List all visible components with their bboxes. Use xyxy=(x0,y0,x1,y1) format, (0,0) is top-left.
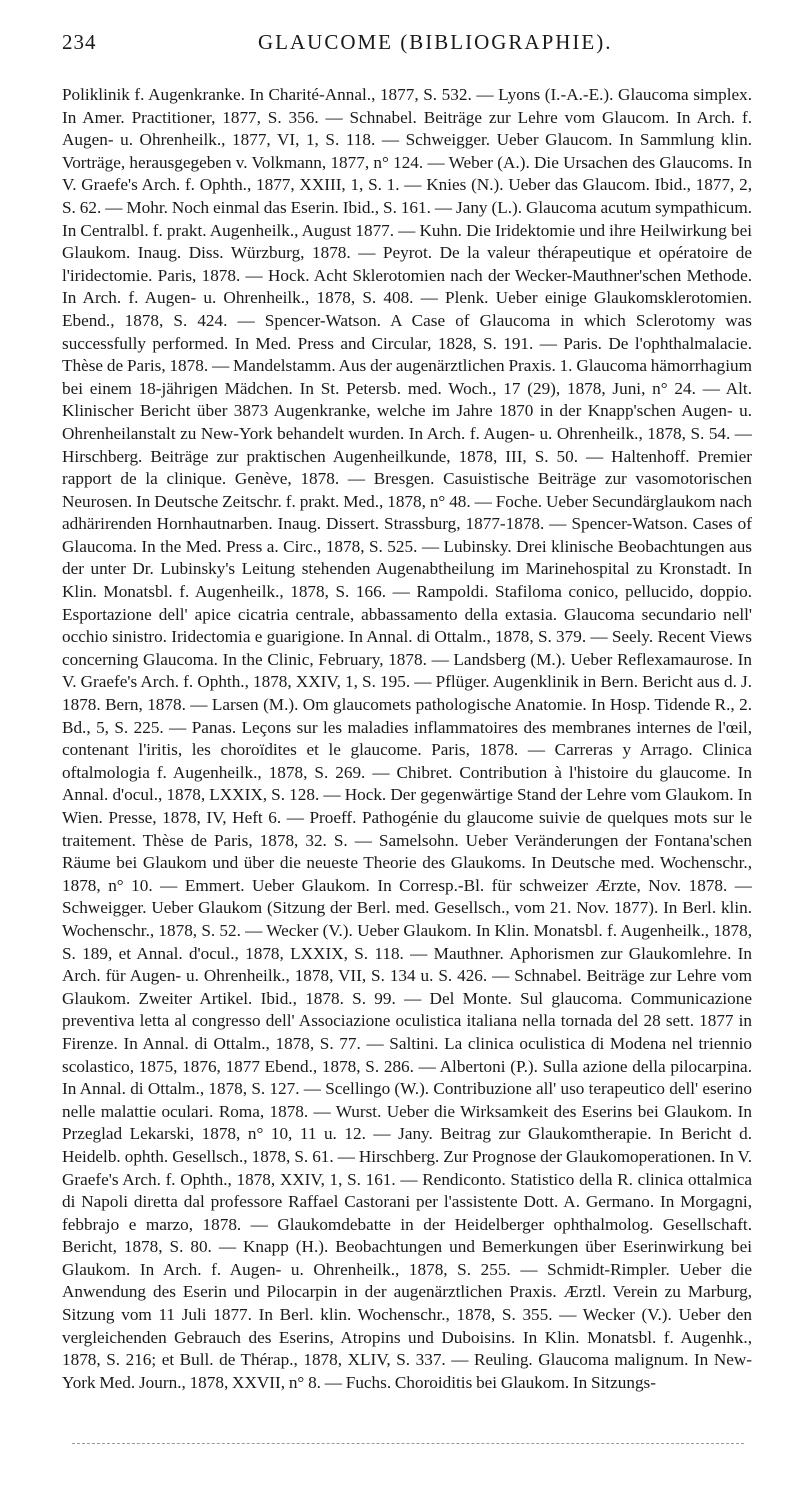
page-number: 234 xyxy=(62,30,97,54)
bibliography-text xyxy=(62,84,752,1394)
page-header xyxy=(62,30,752,66)
running-title: GLAUCOME (BIBLIOGRAPHIE). xyxy=(258,30,613,54)
footer-dashed-line xyxy=(72,1443,744,1445)
bibliography-paragraph: Poliklinik f. Augenkranke. In Charité-Annal., 1877, S. 532. — Lyons (I.-A.-E.). Glaucoma simplex. In Amer. Practitioner, 1877, S. 356. — Schnabel. Beiträge zur Lehre vom Glaucom. In Arch. f. Augen- u. Ohrenheilk., 1877, VI, 1, S. 118. — Schweigger. Ueber Glaucom. In Sammlung klin. Vorträge, herausgegeben v. Volkmann, 1877, n° 124. — Weber (A.). Die Ursachen des Glaucoms. In V. Graefe's Arch. f. Ophth., 1877, XXIII, 1, S. 1. — Knies (N.). Ueber das Glaucom. Ibid., 1877, 2, S. 62. — Mohr. Noch einmal das Eserin. Ibid., S. 161. — Jany (L.). Glaucoma acutum sympathicum. In Centralbl. f. prakt. Augenheilk., August 1877. — Kuhn. Die Iridektomie und ihre Heilwirkung bei Glaukom. Inaug. Diss. Würzburg, 1878. — Peyrot. De la valeur thérapeutique et opératoire de l'iridectomie. Paris, 1878. — Hock. Acht Sklerotomien nach der Wecker-Mauthner'schen Methode. In Arch. f. Augen- u. Ohrenheilk., 1878, S. 408. — Plenk. Ueber einige Glaukomsklerotomien. Ebend., 1878, S. 424. — Spencer-Watson. A Case of Glaucoma in which Sclerotomy was successfully performed. In Med. Press and Circular, 1828, S. 191. — Paris. De l'ophthalmalacie. Thèse de Paris, 1878. — Mandelstamm. Aus der augenärztlichen Praxis. 1. Glaucoma hämorrhagium bei einem 18-jährigen Mädchen. In St. Petersb. med. Woch., 17 (29), 1878, Juni, n° 24. — Alt. Klinischer Bericht über 3873 Augenkranke, welche im Jahre 1870 in der Knapp'schen Augen- u. Ohrenheilanstalt zu New-York behandelt wurden. In Arch. f. Augen- u. Ohrenheilk., 1878, S. 54. — Hirschberg. Beiträge zur praktischen Augenheilkunde, 1878, III, S. 50. — Haltenhoff. Premier rapport de la clinique. Genève, 1878. — Bresgen. Casuistische Beiträge zur vasomotorischen Neurosen. In Deutsche Zeitschr. f. prakt. Med., 1878, n° 48. — Foche. Ueber Secundärglaukom nach adhärirenden Hornhautnarben. Inaug. Dissert. Strassburg, 1877-1878. — Spencer-Watson. Cases of Glaucoma. In the Med. Press a. Circ., 1878, S. 525. — Lubinsky. Drei klinische Beobachtungen aus der unter Dr. Lubinsky's Leitung stehenden Augenabtheilung im Marinehospital zu Kronstadt. In Klin. Monatsbl. f. Augenheilk., 1878, S. 166. — Rampoldi. Stafiloma conico, pellucido, doppio. Esportazione dell' apice cicatria centrale, abbassamento della extasia. Glaucoma secundario nell' occhio sinistro. Iridectomia e guarigione. In Annal. di Ottalm., 1878, S. 379. — Seely. Recent Views concerning Glaucoma. In the Clinic, February, 1878. — Landsberg (M.). Ueber Reflexamaurose. In V. Graefe's Arch. f. Ophth., 1878, XXIV, 1, S. 195. — Pflüger. Augenklinik in Bern. Bericht aus d. J. 1878. Bern, 1878. — Larsen (M.). Om glaucomets pathologische Anatomie. In Hosp. Tidende R., 2. Bd., 5, S. 225. — Panas. Leçons sur les maladies inflammatoires des membranes internes de l'œil, contenant l'iritis, les choroïdites et le glaucome. Paris, 1878. — Carreras y Arrago. Clinica oftalmologia f. Augenheilk., 1878, S. 269. — Chibret. Contribution à l'histoire du glaucome. In Annal. d'ocul., 1878, LXXIX, S. 128. — Hock. Der gegenwärtige Stand der Lehre vom Glaukom. In Wien. Presse, 1878, IV, Heft 6. — Proeff. Pathogénie du glaucome suivie de quelques mots sur le traitement. Thèse de Paris, 1878, 32. S. — Samelsohn. Ueber Veränderungen der Fontana'schen Räume bei Glaukom und über die neueste Theorie des Glaukoms. In Deutsche med. Wochenschr., 1878, n° 10. — Emmert. Ueber Glaukom. In Corresp.-Bl. für schweizer Ærzte, Nov. 1878. — Schweigger. Ueber Glaukom (Sitzung der Berl. med. Gesellsch., vom 21. Nov. 1877). In Berl. klin. Wochenschr., 1878, S. 52. — Wecker (V.). Ueber Glaukom. In Klin. Monatsbl. f. Augenheilk., 1878, S. 189, et Annal. d'ocul., 1878, LXXIX, S. 118. — Mauthner. Aphorismen zur Glaukomlehre. In Arch. für Augen- u. Ohrenheilk., 1878, VII, S. 134 u. S. 426. — Schnabel. Beiträge zur Lehre vom Glaukom. Zweiter Artikel. Ibid., 1878. S. 99. — Del Monte. Sul glaucoma. Communicazione preventiva letta al congresso dell' Associazione oculistica italiana nella tornada del 28 sett. 1877 in Firenze. In Annal. di Ottalm., 1878, S. 77. — Saltini. La clinica oculistica di Modena nel triennio scolastico, 1875, 1876, 1877 Ebend., 1878, S. 286. — Albertoni (P.). Sulla azione della pilocarpina. In Annal. di Ottalm., 1878, S. 127. — Scellingo (W.). Contribuzione all' uso terapeutico dell' eserino nelle malattie oculari. Roma, 1878. — Wurst. Ueber die Wirksamkeit des Eserins bei Glaukom. In Przeglad Lekarski, 1878, n° 10, 11 u. 12. — Jany. Beitrag zur Glaukomtherapie. In Bericht d. Heidelb. ophth. Gesellsch., 1878, S. 61. — Hirschberg. Zur Prognose der Glaukomoperationen. In V. Graefe's Arch. f. Ophth., 1878, XXIV, 1, S. 161. — Rendiconto. Statistico della R. clinica ottalmica di Napoli diretta dal professore Raffael Castorani per l'assistente Dott. A. Germano. In Morgagni, febbrajo e marzo, 1878. — Glaukomdebatte in der Heidelberger ophthalmolog. Gesellschaft. Bericht, 1878, S. 80. — Knapp (H.). Beobachtungen und Bemerkungen über Eserinwirkung bei Glaukom. In Arch. f. Augen- u. Ohrenheilk., 1878, S. 255. — Schmidt-Rimpler. Ueber die Anwendung des Eserin und Pilocarpin in der augenärztlichen Praxis. Ærztl. Verein zu Marburg, Sitzung vom 11 Juli 1877. In Berl. klin. Wochenschr., 1878, S. 355. — Wecker (V.). Ueber den vergleichenden Gebrauch des Eserins, Atropins und Duboisins. In Klin. Monatsbl. f. Augenhk., 1878, S. 216; et Bull. de Thérap., 1878, XLIV, S. 337. — Reuling. Glaucoma malignum. In New-York Med. Journ., 1878, XXVII, n° 8. — Fuchs. Choroiditis bei Glaukom. In Sitzungs- xyxy=(62,85,752,1392)
